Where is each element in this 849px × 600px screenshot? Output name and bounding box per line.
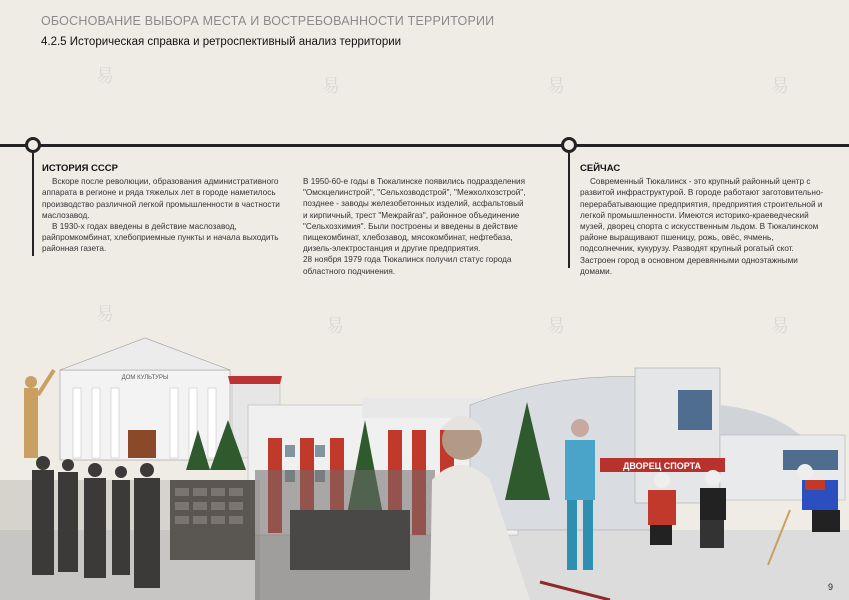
watermark: 易 xyxy=(326,316,344,337)
timeline-marker xyxy=(25,137,41,153)
sports-palace-sign: ДВОРЕЦ СПОРТА xyxy=(622,461,702,471)
column-heading: ИСТОРИЯ СССР xyxy=(42,163,118,174)
page-subtitle: 4.2.5 Историческая справка и ретроспективный анализ территории xyxy=(41,36,402,48)
column-paragraph: Вскоре после революции, образования административного аппарата в регионе и ряда тяжелых лет в городе наметилось производство различной легкой промышленности в частности маслозавод. xyxy=(42,177,280,220)
photo-collage xyxy=(0,330,849,600)
timeline-marker xyxy=(561,137,577,153)
column-divider xyxy=(32,153,34,256)
column-paragraph: 28 ноября 1979 года Тюкалинск получил статус города областного подчинения. xyxy=(303,255,512,276)
column-divider xyxy=(568,153,570,268)
page-number: 9 xyxy=(827,582,833,592)
watermark: 易 xyxy=(547,76,565,97)
column-paragraph: В 1950-60-е годы в Тюкалинске появились подразделения "Омскцелинстрой", "Сельхозводстрой", "Межколхозстрой", позднее - заводы железобетонных изделий, асфальтовый и кирпичный, трест "Межрайгаз", районное объединение "Сельхозхимия". Были построены и введены в действие пищекомбинат, хлебозавод, мясокомбинат, нефтебаза, дизель-электростанция и другие предприятия. xyxy=(303,177,526,254)
section-title: ОБОСНОВАНИЕ ВЫБОРА МЕСТА И ВОСТРЕБОВАННОСТИ ТЕРРИТОРИИ xyxy=(41,14,495,28)
watermark: 易 xyxy=(771,76,789,97)
watermark: 易 xyxy=(96,304,114,325)
ussr-history-column xyxy=(42,163,282,255)
present-day-column xyxy=(580,163,828,277)
column-heading: СЕЙЧАС xyxy=(580,163,621,174)
watermark: 易 xyxy=(96,66,114,87)
watermark: 易 xyxy=(547,316,565,337)
watermark: 易 xyxy=(771,316,789,337)
column-paragraph: В 1930-х годах введены в действие маслозавод, райпромкомбинат, хлебоприемные пункты и начала выходить районная газета. xyxy=(42,222,279,254)
historical-workers-photo xyxy=(0,456,260,600)
watermark: 易 xyxy=(322,76,340,97)
timeline-line xyxy=(0,144,849,147)
column-paragraph: Современный Тюкалинск - это крупный районный центр с развитой инфраструктурой. В городе работают заготовительно-перерабатывающие предприятия, предприятия строительной и легкой промышленности. Имеются историко-краеведческий музей, дворец спорта с искусственным льдом. В Тюкалинском районе выращивают пшеницу, рожь, овёс, ячмень, подсолнечник, кукурузу. Разводят крупный рогатый скот. Застроен город в основном деревянными одноэтажными домами. xyxy=(580,177,824,276)
statue xyxy=(24,370,54,458)
house-of-culture-sign: ДОМ КУЛЬТУРЫ xyxy=(121,375,169,381)
postwar-history-column xyxy=(303,176,527,277)
